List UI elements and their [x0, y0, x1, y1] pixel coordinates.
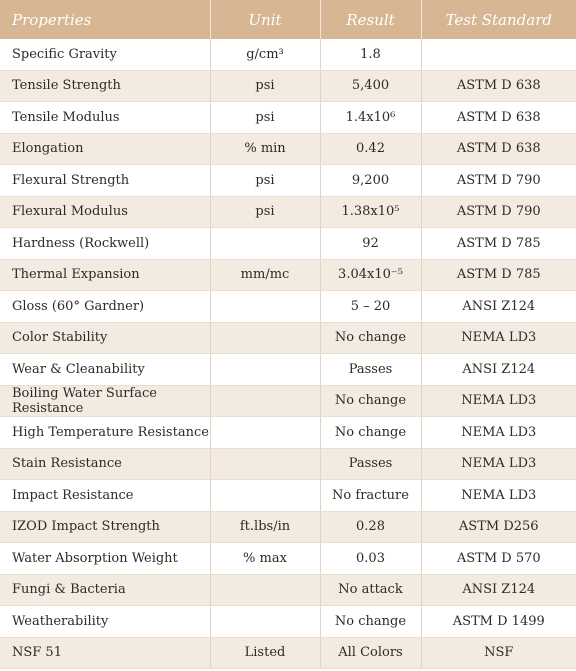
property-cell: Boiling Water Surface Resistance [0, 385, 210, 417]
standard-cell: NEMA LD3 [421, 322, 576, 354]
table-row [0, 448, 576, 480]
table-row [0, 70, 576, 102]
unit-cell: % max [210, 543, 320, 575]
result-cell: No change [320, 606, 421, 638]
header-row [0, 0, 576, 39]
result-cell: 5,400 [320, 70, 421, 102]
unit-cell [210, 385, 320, 417]
standard-cell: ANSI Z124 [421, 574, 576, 606]
unit-cell: Listed [210, 637, 320, 669]
table-row [0, 102, 576, 134]
standard-cell: ASTM D 638 [421, 102, 576, 134]
unit-cell: psi [210, 70, 320, 102]
result-cell: No change [320, 417, 421, 449]
standard-cell: ASTM D 785 [421, 259, 576, 291]
table-row [0, 39, 576, 70]
property-cell: Tensile Strength [0, 70, 210, 102]
table-body [0, 39, 576, 669]
property-cell: Flexural Strength [0, 165, 210, 197]
unit-cell [210, 480, 320, 512]
result-cell: 0.42 [320, 133, 421, 165]
table-row [0, 606, 576, 638]
standard-cell: ASTM D 790 [421, 165, 576, 197]
standard-cell [421, 39, 576, 70]
unit-cell [210, 574, 320, 606]
table-row [0, 543, 576, 575]
unit-cell: % min [210, 133, 320, 165]
table-row [0, 637, 576, 669]
property-cell: High Temperature Resistance [0, 417, 210, 449]
standard-cell: ASTM D 1499 [421, 606, 576, 638]
property-cell: Tensile Modulus [0, 102, 210, 134]
result-cell: No attack [320, 574, 421, 606]
property-cell: Gloss (60° Gardner) [0, 291, 210, 323]
property-cell: Color Stability [0, 322, 210, 354]
standard-cell: ASTM D 785 [421, 228, 576, 260]
standard-cell: ASTM D 790 [421, 196, 576, 228]
table-row [0, 322, 576, 354]
table-row [0, 133, 576, 165]
property-cell: Stain Resistance [0, 448, 210, 480]
header-unit: Unit [210, 0, 320, 39]
result-cell: No change [320, 322, 421, 354]
property-cell: Wear & Cleanability [0, 354, 210, 386]
table-row [0, 259, 576, 291]
unit-cell [210, 291, 320, 323]
table-row [0, 511, 576, 543]
result-cell: Passes [320, 354, 421, 386]
table-row [0, 196, 576, 228]
unit-cell: ft.lbs/in [210, 511, 320, 543]
unit-cell: mm/mc [210, 259, 320, 291]
standard-cell: ASTM D 638 [421, 70, 576, 102]
unit-cell [210, 228, 320, 260]
standard-cell: ASTM D 638 [421, 133, 576, 165]
table-row [0, 291, 576, 323]
standard-cell: NSF [421, 637, 576, 669]
unit-cell [210, 448, 320, 480]
header-result: Result [320, 0, 421, 39]
table-row [0, 480, 576, 512]
unit-cell: psi [210, 165, 320, 197]
standard-cell: ASTM D 570 [421, 543, 576, 575]
result-cell: No change [320, 385, 421, 417]
standard-cell: ANSI Z124 [421, 354, 576, 386]
result-cell: 0.03 [320, 543, 421, 575]
result-cell: 1.38x10⁵ [320, 196, 421, 228]
table-header [0, 0, 576, 39]
property-cell: IZOD Impact Strength [0, 511, 210, 543]
header-properties: Properties [0, 0, 210, 39]
standard-cell: ANSI Z124 [421, 291, 576, 323]
result-cell: 3.04x10⁻⁵ [320, 259, 421, 291]
standard-cell: ASTM D256 [421, 511, 576, 543]
property-cell: Hardness (Rockwell) [0, 228, 210, 260]
header-test-standard: Test Standard [421, 0, 576, 39]
standard-cell: NEMA LD3 [421, 385, 576, 417]
unit-cell [210, 354, 320, 386]
unit-cell: g/cm³ [210, 39, 320, 70]
unit-cell [210, 417, 320, 449]
standard-cell: NEMA LD3 [421, 480, 576, 512]
property-cell: Water Absorption Weight [0, 543, 210, 575]
property-cell: Flexural Modulus [0, 196, 210, 228]
result-cell: 1.8 [320, 39, 421, 70]
table-row [0, 417, 576, 449]
unit-cell: psi [210, 196, 320, 228]
unit-cell [210, 322, 320, 354]
table-row [0, 354, 576, 386]
property-cell: Impact Resistance [0, 480, 210, 512]
result-cell: 92 [320, 228, 421, 260]
result-cell: 1.4x10⁶ [320, 102, 421, 134]
table-row [0, 385, 576, 417]
property-cell: Weatherability [0, 606, 210, 638]
standard-cell: NEMA LD3 [421, 448, 576, 480]
result-cell: 5 – 20 [320, 291, 421, 323]
result-cell: Passes [320, 448, 421, 480]
property-cell: Fungi & Bacteria [0, 574, 210, 606]
result-cell: All Colors [320, 637, 421, 669]
property-cell: Elongation [0, 133, 210, 165]
property-cell: NSF 51 [0, 637, 210, 669]
table-row [0, 228, 576, 260]
result-cell: 0.28 [320, 511, 421, 543]
table-row [0, 574, 576, 606]
standard-cell: NEMA LD3 [421, 417, 576, 449]
unit-cell: psi [210, 102, 320, 134]
table-row [0, 165, 576, 197]
property-cell: Specific Gravity [0, 39, 210, 70]
unit-cell [210, 606, 320, 638]
result-cell: 9,200 [320, 165, 421, 197]
property-cell: Thermal Expansion [0, 259, 210, 291]
result-cell: No fracture [320, 480, 421, 512]
